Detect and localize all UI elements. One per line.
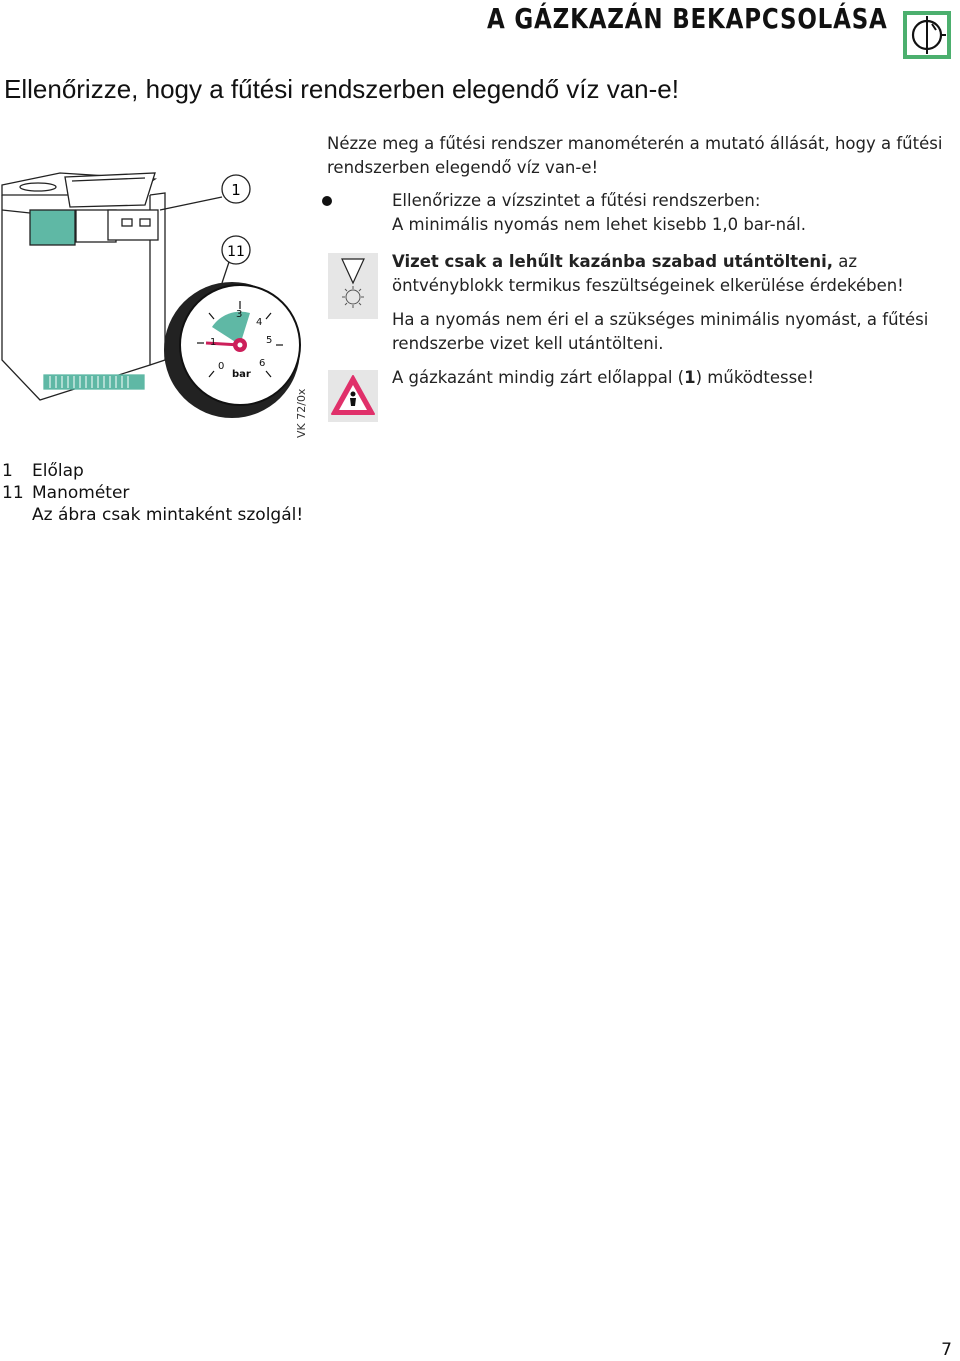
gauge-tick-label: 4	[256, 317, 263, 328]
legend-label: Az ábra csak mintaként szolgál!	[32, 505, 304, 525]
page-number: 7	[941, 1340, 952, 1360]
manometer-gauge	[164, 282, 300, 418]
notice-bold: Vizet csak a lehűlt kazánba szabad utántölteni,	[392, 252, 834, 271]
notice-text	[392, 250, 956, 298]
bullet-text	[392, 189, 952, 237]
callout-11: 11	[227, 244, 245, 260]
warning-triangle-icon	[328, 370, 378, 422]
legend-number	[2, 504, 32, 526]
legend-number: 1	[2, 461, 13, 481]
page-header-title: A GÁZKAZÁN BEKAPCSOLÁSA	[487, 2, 888, 35]
legend-item	[2, 504, 303, 526]
legend-item	[2, 460, 303, 482]
figure-legend	[2, 460, 303, 526]
gauge-tick-label: 3	[236, 309, 243, 320]
gauge-tick-label: 0	[218, 361, 225, 372]
intro-text: Nézze meg a fűtési rendszer manométerén a mutató állását, hogy a fűtési rendszerben elegendő víz van-e!	[327, 134, 943, 177]
legend-label: Előlap	[32, 461, 84, 481]
gauge-tick-label: 1	[210, 337, 217, 348]
notice-rest: az öntvényblokk termikus feszültségeinek elkerülése érdekében!	[392, 252, 904, 295]
gauge-unit: bar	[232, 369, 251, 380]
figure-code: VK 72/0x	[295, 388, 308, 438]
gauge-tick-label: 6	[259, 358, 266, 369]
bullet-line-2: A minimális nyomás nem lehet kisebb 1,0 bar-nál.	[392, 215, 806, 234]
bullet-marker	[322, 196, 332, 206]
notice-cold-boiler-icon	[328, 253, 378, 319]
legend-label: Manométer	[32, 483, 130, 503]
gauge-tick-label: 5	[266, 335, 273, 346]
warning-bold: 1	[684, 368, 696, 387]
warning-before: A gázkazánt mindig zárt előlappal (	[392, 368, 685, 387]
warning-text	[392, 366, 956, 390]
section-title: Ellenőrizze, hogy a fűtési rendszerben elegendő víz van-e!	[4, 74, 679, 104]
callout-1: 1	[231, 181, 241, 199]
boiler-start-icon	[902, 10, 952, 60]
legend-item	[2, 482, 303, 504]
info-text: Ha a nyomás nem éri el a szükséges minimális nyomást, a fűtési rendszerbe vizet kell utántölteni.	[392, 310, 929, 353]
warning-after: ) működtesse!	[695, 368, 814, 387]
bullet-line-1: Ellenőrizze a vízszintet a fűtési rendszerben:	[392, 191, 761, 210]
boiler-illustration	[0, 165, 312, 440]
legend-number: 11	[2, 483, 24, 503]
